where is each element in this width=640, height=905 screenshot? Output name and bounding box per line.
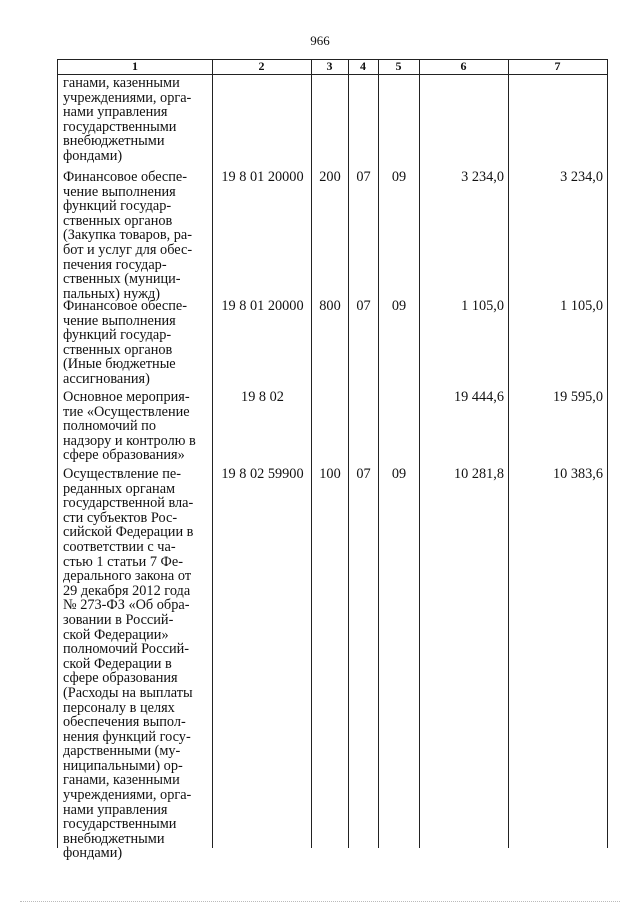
row-subsection: 09 bbox=[391, 298, 407, 314]
row-amount-2: 1 105,0 bbox=[560, 298, 603, 314]
row-subsection: 09 bbox=[391, 466, 407, 482]
header-col-5: 5 bbox=[395, 59, 402, 73]
row-amount-2: 19 595,0 bbox=[552, 389, 603, 405]
row-name: Осуществление пе- реданных органам государственной вла- сти субъектов Рос- сийской Федерации в соответствии с ча- стью 1 статьи 7 Фе- дерального закона от 29 декабря 2012 года № 273-ФЗ «Об обра- зовании в Россий- ской Федерации» полномочий Россий- ской Федерации в сфере образования (Расходы на выплаты персоналу в целях обеспечения выпол- нения функций госу- дарственными (му- ниципальными) ор- ганами, казенными учреждениями, орга- нами управления государственными внебюджетными фондами) bbox=[63, 466, 194, 862]
row-expense-type: 100 bbox=[319, 466, 341, 482]
row-code: 19 8 02 59900 bbox=[221, 466, 304, 482]
row-name: Финансовое обеспе- чение выполнения функций государ- ственных органов (Иные бюджетные ассигнования) bbox=[63, 298, 188, 387]
row-expense-type: 800 bbox=[319, 298, 341, 314]
row-amount-1: 1 105,0 bbox=[461, 298, 504, 314]
row-code: 19 8 01 20000 bbox=[221, 169, 304, 185]
header-col-6: 6 bbox=[460, 59, 467, 73]
row-section: 07 bbox=[356, 466, 371, 482]
header-col-3: 3 bbox=[326, 59, 333, 73]
row-amount-2: 10 383,6 bbox=[552, 466, 603, 482]
row-amount-1: 3 234,0 bbox=[461, 169, 504, 185]
row-amount-1: 19 444,6 bbox=[453, 389, 504, 405]
budget-table bbox=[57, 59, 608, 862]
row-name: Основное мероприя- тие «Осуществление полномочий по надзору и контролю в сфере образования» bbox=[63, 389, 196, 464]
row-name: Финансовое обеспе- чение выполнения функций государ- ственных органов (Закупка товаров, ра- бот и услуг для обес- печения государ- ственных (муници- пальных) нужд) bbox=[63, 169, 193, 302]
scan-edge-mark bbox=[20, 901, 620, 902]
row-amount-2: 3 234,0 bbox=[560, 169, 603, 185]
column-divider bbox=[607, 59, 608, 848]
column-divider bbox=[57, 59, 58, 848]
row-section: 07 bbox=[356, 169, 371, 185]
row-expense-type: 200 bbox=[319, 169, 341, 185]
row-amount-1: 10 281,8 bbox=[453, 466, 504, 482]
row-subsection: 09 bbox=[391, 169, 407, 185]
row-code: 19 8 02 bbox=[241, 389, 284, 405]
row-code: 19 8 01 20000 bbox=[221, 298, 304, 314]
header-col-1: 1 bbox=[132, 59, 138, 73]
header-col-2: 2 bbox=[258, 59, 265, 73]
page-number: 966 bbox=[310, 33, 330, 48]
header-col-7: 7 bbox=[554, 59, 561, 73]
row-section: 07 bbox=[356, 298, 371, 314]
continuation-text: ганами, казенными учреждениями, орга- нами управления государственными внебюджетными фондами) bbox=[63, 75, 192, 164]
header-col-4: 4 bbox=[360, 59, 366, 73]
